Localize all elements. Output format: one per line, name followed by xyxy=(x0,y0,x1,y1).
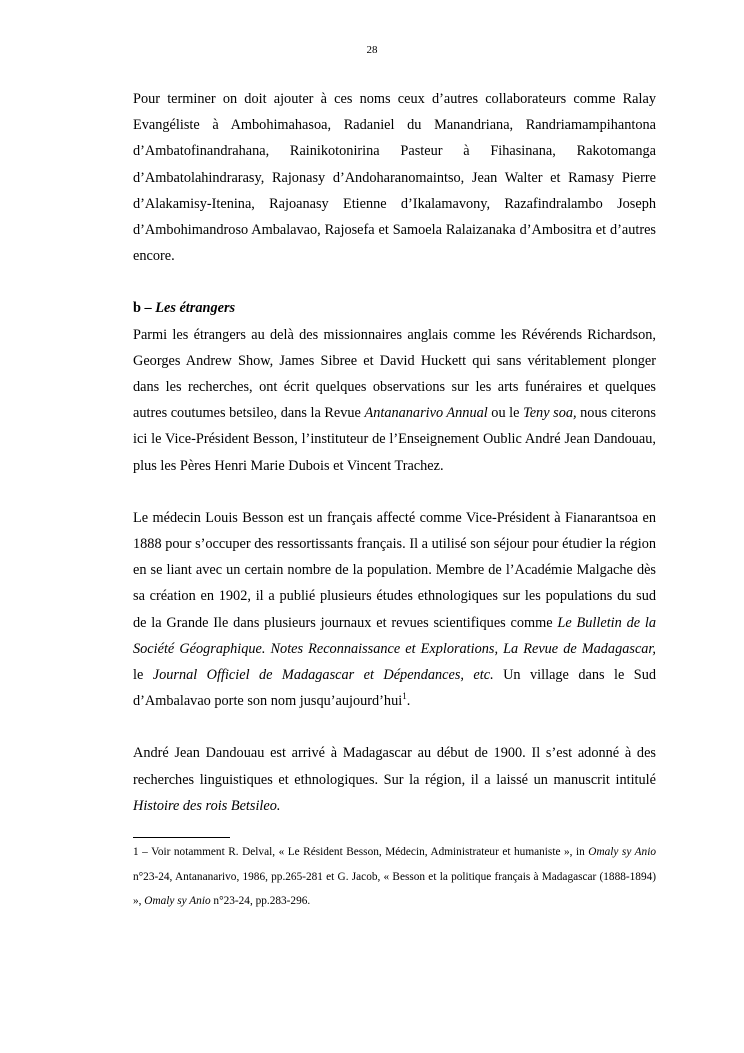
text-run: n°23-24, Antananarivo, 1986, pp.265-281 et G. Jacob, « Besson et la politique français à Madagascar (1888-1894) », xyxy=(133,870,656,908)
paragraph-dandouau xyxy=(133,740,656,819)
paragraph-collaborators: Pour terminer on doit ajouter à ces noms ceux d’autres collaborateurs comme Ralay Evangéliste à Ambohimahasoa, Radaniel du Manandriana, Randriamampihantona d’Ambatofinandrahana, Rainikotonirina Pasteur à Fihasinana, Rakotomanga d’Ambatolahindrarasy, Rajonasy d’Andoharanomaintso, Jean Walter et Ramasy Pierre d’Alakamisy-Itenina, Rajoanasy Etienne d’Ikalamavony, Razafindralambo Joseph d’Ambohimandroso Ambalavao, Rajosefa et Samoela Ralaizanaka d’Ambositra et d’autres encore. xyxy=(133,91,656,265)
footnote-1 xyxy=(133,840,656,914)
text-run: n°23-24, pp.283-296. xyxy=(210,895,311,908)
text-run: le xyxy=(133,667,153,684)
page-body xyxy=(133,86,656,914)
section-heading-title: Les étrangers xyxy=(155,300,236,317)
italic-journal-officiel: Journal Officiel de Madagascar et Dépendances, etc. xyxy=(152,667,494,684)
italic-title-antananarivo-annual: Antananarivo Annual xyxy=(364,405,488,422)
italic-omaly-sy-anio: Omaly sy Anio xyxy=(588,846,656,859)
paragraph-gap xyxy=(133,479,656,505)
italic-title-teny-soa: Teny soa, xyxy=(523,405,577,422)
text-run: Le médecin Louis Besson est un français affecté comme Vice-Président à Fianarantsoa en 1888 pour s’occuper des ressortissants français. Il a utilisé son séjour pour étudier la région en se liant avec un certain nombre de la population. Membre de l’Académie Malgache dès sa création en 1902, il a publié plusieurs études ethnologiques sur les populations du sud de la Grande Ile dans plusieurs journaux et revues scientifiques comme xyxy=(133,509,656,631)
italic-title-histoire: Histoire des rois Betsileo. xyxy=(133,797,281,814)
text-run: . xyxy=(406,693,411,710)
paragraph-gap xyxy=(133,269,656,295)
paragraph-foreigners xyxy=(133,322,656,479)
italic-omaly-sy-anio: Omaly sy Anio xyxy=(144,895,211,908)
text-run: Un village dans le Sud d’Ambalavao porte son nom jusqu’aujourd’hui xyxy=(133,667,656,710)
footnote-reference[interactable]: 1 xyxy=(402,691,407,702)
italic-journal-titles: Le Bulletin de la Société Géographique. Notes Reconnaissance et Explorations, La Revue de Madagascar, xyxy=(133,614,657,657)
footnote-separator xyxy=(133,837,230,838)
text-run: nous citerons ici le Vice-Président Besson, l’instituteur de l’Enseignement Oublic André Jean Dandouau, plus les Pères Henri Marie Dubois et Vincent Trachez. xyxy=(133,405,656,474)
paragraph-gap xyxy=(133,714,656,740)
text-run: ou le xyxy=(487,405,524,422)
section-heading-prefix: b – xyxy=(133,300,156,317)
text-run: Parmi les étrangers au delà des missionnaires anglais comme les Révérends Richardson, Georges Andrew Show, James Sibree et David Huckett qui sans véritablement plonger dans les recherches, ont écrit quelques observations sur les arts funéraires et quelques autres coutumes betsileo, dans la Revue xyxy=(133,326,656,422)
text-run: André Jean Dandouau est arrivé à Madagascar au début de 1900. Il s’est adonné à des recherches linguistiques et ethnologiques. Sur la région, il a laissé un manuscrit intitulé xyxy=(133,745,656,788)
text-run: 1 – Voir notamment R. Delval, « Le Résident Besson, Médecin, Administrateur et humaniste », in xyxy=(133,846,589,859)
paragraph-besson xyxy=(133,505,656,715)
page-number: 28 xyxy=(366,44,378,56)
section-heading-etrangers xyxy=(133,295,656,321)
